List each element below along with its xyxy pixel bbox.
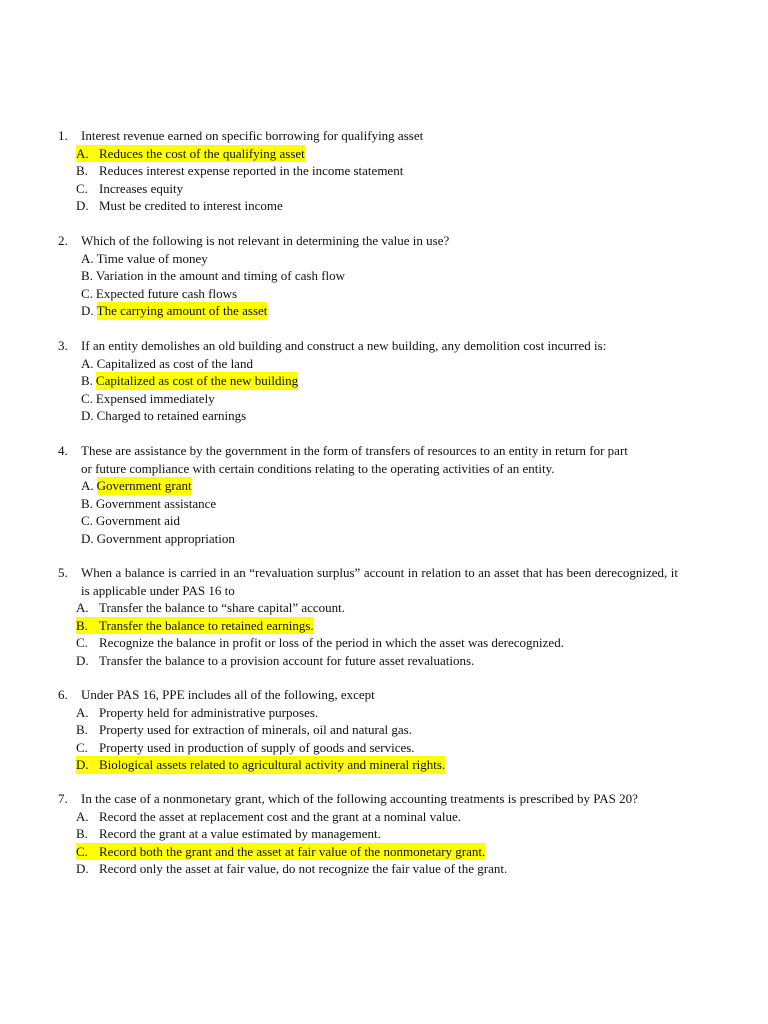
option-text: Government appropriation [96,530,235,546]
option-text: Reduces interest expense reported in the income statement [99,163,404,178]
option-letter: A. [76,600,89,615]
question-number: 2. [58,233,68,248]
question-stem [58,686,678,704]
option-text: Charged to retained earnings [96,408,247,423]
option-list [58,145,678,215]
option-letter: B. [81,268,93,283]
question-stem [58,232,678,250]
option-text: Property used in production of supply of goods and services. [99,739,415,755]
option-letter: C. [81,285,93,301]
option-c [58,512,678,530]
question-stem [58,564,678,599]
option-d [58,756,678,774]
question-text: If an entity demolishes an old building and construct a new building, any demolition cost incurred is: [81,338,607,353]
option-letter: A. [76,808,89,824]
option-text: Time value of money [96,250,208,266]
question-stem [58,127,678,145]
option-b [58,721,678,739]
option-letter: C. [81,390,93,406]
option-letter: B. [81,495,93,511]
question-number: 4. [58,443,68,458]
option-b [58,162,678,180]
question-number: 3. [58,338,68,353]
question-text: When a balance is carried in an “revaluation surplus” account in relation to an asset that has been derecognized, it is applicable under PAS 16 to [81,565,678,598]
option-d [58,860,678,878]
option-letter: B. [81,373,93,388]
option-letter: D. [76,198,89,213]
option-text: Government grant [96,478,192,493]
question-6 [58,686,678,774]
option-letter: B. [76,617,99,635]
option-list [58,808,678,878]
option-text: Record both the grant and the asset at fair value of the nonmonetary grant. [99,843,486,859]
option-list [58,704,678,774]
question-text-line: These are assistance by the government in the form of transfers of resources to an entity in return for part [81,443,628,458]
question-stem [58,442,678,477]
option-a [58,145,678,163]
option-text: Expensed immediately [95,390,215,406]
option-letter: D. [81,408,94,423]
option-a [58,808,678,826]
option-text: Reduces the cost of the qualifying asset [99,145,305,161]
option-letter: C. [76,843,99,861]
option-text: Transfer the balance to a provision account for future asset revaluations. [99,652,475,668]
option-text: Capitalized as cost of the new building [95,373,299,388]
question-text-line: or future compliance with certain conditions relating to the operating activities of an entity. [81,460,555,476]
option-a [58,477,678,495]
option-text: Must be credited to interest income [99,198,283,213]
option-text: Variation in the amount and timing of cash flow [95,268,346,283]
option-list [58,355,678,425]
option-a [58,355,678,373]
option-letter: A. [76,145,99,163]
option-letter: C. [76,635,88,650]
option-d [58,302,678,320]
option-letter: C. [76,180,88,196]
option-letter: C. [81,513,93,528]
option-d [58,407,678,425]
option-text: The carrying amount of the asset [96,303,268,318]
option-c [58,285,678,303]
question-text [81,442,678,477]
option-d [58,652,678,670]
option-text: Property held for administrative purposes. [99,704,319,720]
option-letter: B. [76,826,88,841]
option-text: Recognize the balance in profit or loss of the period in which the asset was derecognized. [99,635,564,650]
option-letter: A. [76,704,89,720]
question-3 [58,337,678,425]
option-letter: A. [81,478,94,493]
option-list [58,599,678,669]
option-letter: D. [76,756,99,774]
option-text: Record the asset at replacement cost and the grant at a nominal value. [99,808,462,824]
option-letter: A. [81,250,94,266]
option-b [58,617,678,635]
question-4 [58,442,678,547]
option-text: Record only the asset at fair value, do not recognize the fair value of the grant. [99,861,508,876]
option-letter: D. [81,530,94,546]
option-text: Capitalized as cost of the land [96,355,253,371]
option-a [58,250,678,268]
option-c [58,180,678,198]
option-letter: D. [76,652,89,668]
option-a [58,704,678,722]
option-text: Government aid [95,513,181,528]
option-b [58,372,678,390]
option-text: Government assistance [95,495,217,511]
question-text: Interest revenue earned on specific borrowing for qualifying asset [81,128,424,143]
question-2 [58,232,678,320]
option-text: Biological assets related to agricultural activity and mineral rights. [99,757,446,772]
option-list [58,477,678,547]
question-text: Which of the following is not relevant in determining the value in use? [81,233,450,248]
question-stem [58,337,678,355]
question-number: 6. [58,687,68,702]
option-letter: D. [76,861,89,876]
option-text: Expected future cash flows [95,285,238,301]
option-letter: B. [76,163,88,178]
option-letter: B. [76,722,88,737]
question-number: 7. [58,791,68,806]
option-text: Property used for extraction of minerals, oil and natural gas. [99,722,412,737]
option-letter: A. [81,355,94,371]
question-7 [58,790,678,878]
option-letter: C. [76,739,88,755]
option-a [58,599,678,617]
option-c [58,843,678,861]
question-number: 1. [58,128,68,143]
option-text: Record the grant at a value estimated by management. [99,826,381,841]
option-text: Increases equity [99,180,184,196]
option-b [58,825,678,843]
option-d [58,530,678,548]
question-5 [58,564,678,669]
option-text: Transfer the balance to “share capital” account. [99,600,346,615]
option-text: Transfer the balance to retained earnings. [99,617,314,633]
question-1 [58,127,678,215]
question-text: In the case of a nonmonetary grant, which of the following accounting treatments is prescribed by PAS 20? [81,791,638,806]
question-number: 5. [58,565,68,580]
question-text: Under PAS 16, PPE includes all of the following, except [81,687,375,702]
option-c [58,390,678,408]
option-c [58,634,678,652]
option-d [58,197,678,215]
option-b [58,495,678,513]
option-list [58,250,678,320]
question-stem [58,790,678,808]
option-c [58,739,678,757]
option-b [58,267,678,285]
option-letter: D. [81,303,94,318]
